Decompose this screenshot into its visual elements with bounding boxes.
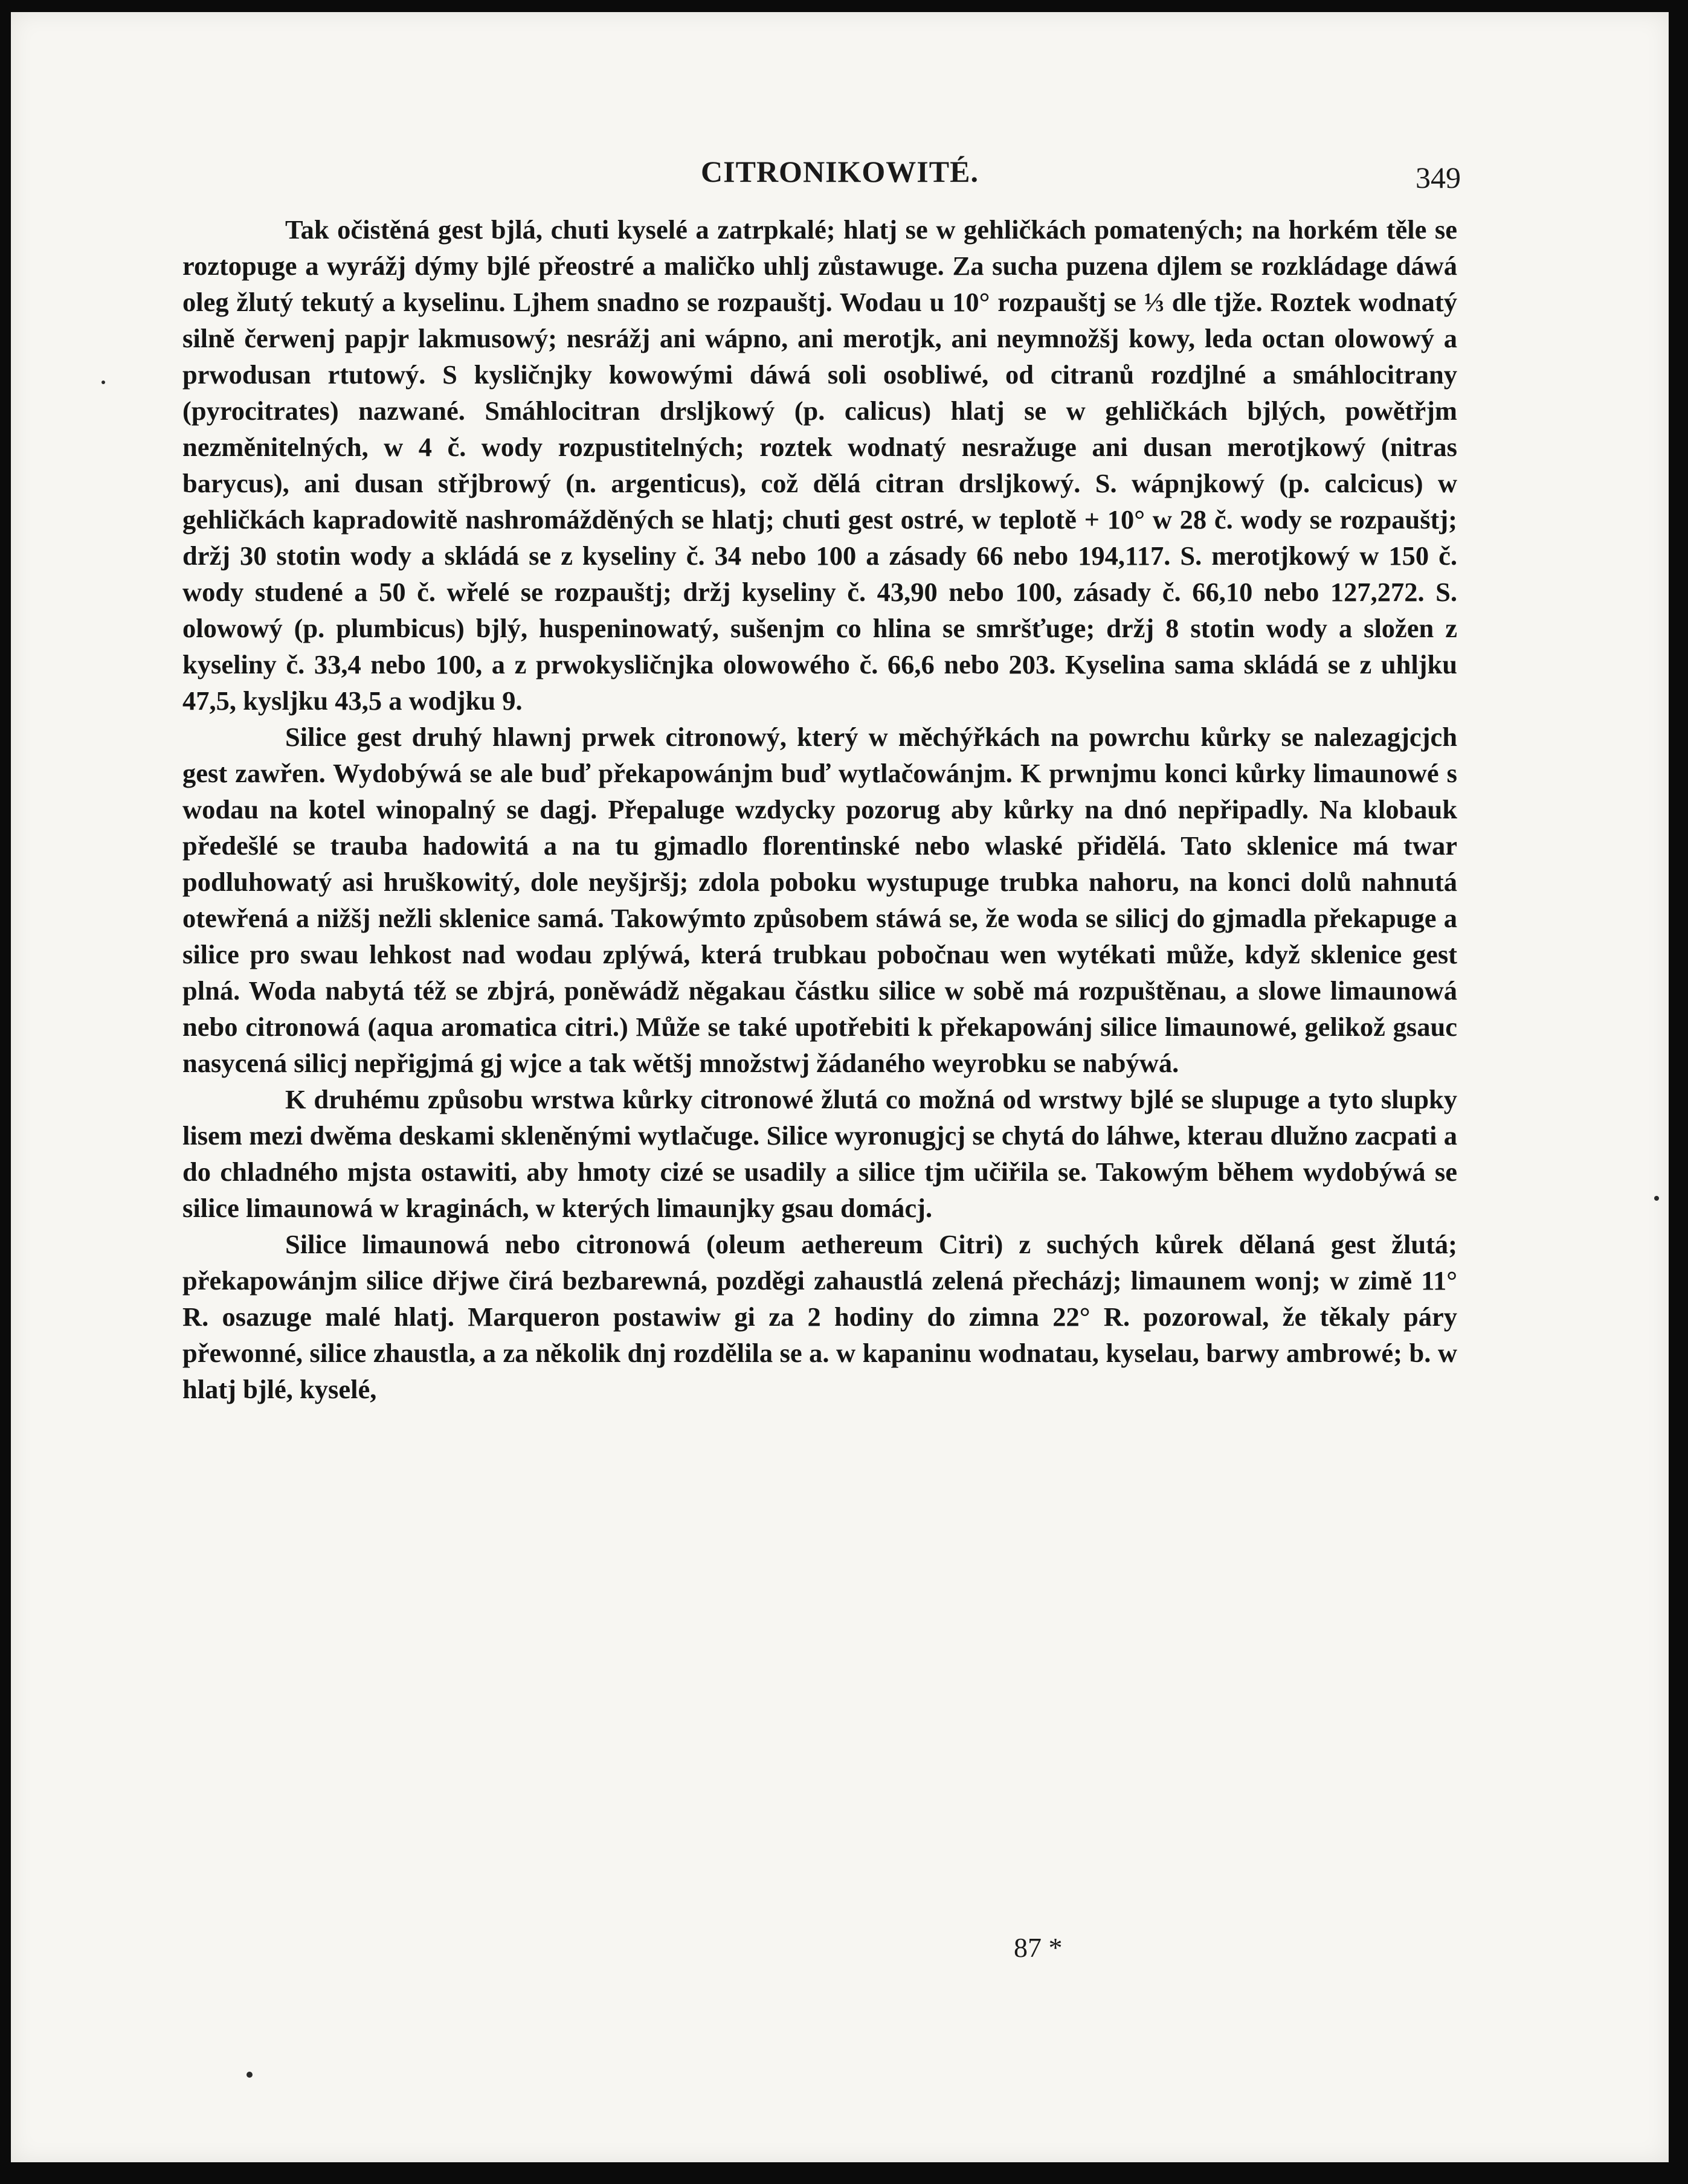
page-header bbox=[11, 154, 1669, 202]
ink-speck bbox=[101, 381, 105, 384]
ink-speck bbox=[246, 2072, 253, 2078]
page-number: 349 bbox=[1416, 161, 1461, 194]
signature-mark: 87 * bbox=[1014, 1932, 1063, 1963]
paragraph: K druhému způsobu wrstwa kůrky citronowé žlutá co možná od wrstwy bjlé se slupuge a tyto slupky lisem mezi dwěma deskami skleněnými wytlačuge. Silice wyronugjcj se chytá do láhwe, kterau dlužno zacpati a do chladného mjsta ostawiti, aby hmoty cizé se usadily a silice tjm učiřila se. Takowým během wydobýwá se silice limaunowá w kraginách, w kterých limaunjky gsau domácj. bbox=[182, 1084, 1457, 1223]
body-text bbox=[182, 211, 1457, 1407]
paragraph: Tak očistěná gest bjlá, chuti kyselé a zatrpkalé; hlatj se w gehličkách pomatených; na horkém těle se roztopuge a wyrážj dýmy bjlé přeostré a maličko uhlj zůstawuge. Za sucha puzena djlem se rozkládage dáwá oleg žlutý tekutý a kyselinu. Ljhem snadno se rozpauštj. Wodau u 10° rozpauštj se ⅓ dle tjže. Roztek wodnatý silně čerwenj papjr lakmusowý; nesrážj ani wápno, ani merotjk, ani neymnožšj kowy, leda octan olowowý a prwodusan rtutowý. S kysličnjky kowowými dáwá soli osobliwé, od citranů rozdjlné a smáhlocitrany (pyrocitrates) nazwané. Smáhlocitran drsljkowý (p. calicus) hlatj se w gehličkách bjlých, powětřjm nezměnitelných, w 4 č. wody rozpustitelných; roztek wodnatý nesražuge ani dusan merotjkowý (nitras barycus), ani dusan střjbrowý (n. argenticus), což dělá citran drsljkowý. S. wápnjkowý (p. calcicus) w gehličkách kapradowitě nashromážděných se hlatj; chuti gest ostré, w teplotě + 10° w 28 č. wody se rozpauštj; držj 30 stotin wody a skládá se z kyseliny č. 34 nebo 100 a zásady 66 nebo 194,117. S. merotjkowý w 150 č. wody studené a 50 č. wřelé se rozpauštj; držj kyseliny č. 43,90 nebo 100, zásady č. 66,10 nebo 127,272. S. olowowý (p. plumbicus) bjlý, huspeninowatý, sušenjm co hlina se smršťuge; držj 8 stotin wody a složen z kyseliny č. 33,4 nebo 100, a z prwokysličnjka olowowého č. 66,6 nebo 203. Kyselina sama skládá se z uhljku 47,5, kysljku 43,5 a wodjku 9. bbox=[182, 214, 1457, 716]
book-page bbox=[11, 12, 1669, 2162]
running-title: CITRONIKOWITÉ. bbox=[701, 155, 979, 188]
paragraph: Silice gest druhý hlawnj prwek citronowý, který w měchýřkách na powrchu kůrky se nalezagjcjch gest zawřen. Wydobýwá se ale buď překapowánjm buď wytlačowánjm. K prwnjmu konci kůrky limaunowé s wodau na kotel winopalný se dagj. Přepaluge wzdycky pozorug aby kůrky na dnó nepřipadly. Na klobauk předešlé se trauba hadowitá a na tu gjmadlo florentinské nebo wlaské přidělá. Tato sklenice má twar podluhowatý asi hruškowitý, dole neyšjršj; zdola poboku wystupuge trubka nahoru, na konci dolů nahnutá otewřená a nižšj nežli sklenice samá. Takowýmto způsobem stáwá se, že woda se silicj do gjmadla překapuge a silice pro swau lehkost nad wodau zplýwá, která trubkau pobočnau wen wytékati může, když sklenice gest plná. Woda nabytá též se zbjrá, poněwádž něgakau částku silice w sobě má rozpuštěnau, a slowe limaunowá nebo citronowá (aqua aromatica citri.) Může se také upotřebiti k překapowánj silice limaunowé, gelikož gsauc nasycená silicj nepřigjmá gj wjce a tak wětšj množstwj žádaného weyrobku se nabýwá. bbox=[182, 722, 1457, 1078]
ink-speck bbox=[1654, 1196, 1659, 1201]
paragraph: Silice limaunowá nebo citronowá (oleum aethereum Citri) z suchých kůrek dělaná gest žlutá; překapowánjm silice dřjwe čirá bezbarewná, pozděgi zahaustlá zelená přecházj; limaunem wonj; w zimě 11° R. osazuge malé hlatj. Marqueron postawiw gi za 2 hodiny do zimna 22° R. pozorowal, že těkaly páry přewonné, silice zhaustla, a za několik dnj rozdělila se a. w kapaninu wodnatau, kyselau, barwy ambrowé; b. w hlatj bjlé, kyselé, bbox=[182, 1229, 1457, 1404]
